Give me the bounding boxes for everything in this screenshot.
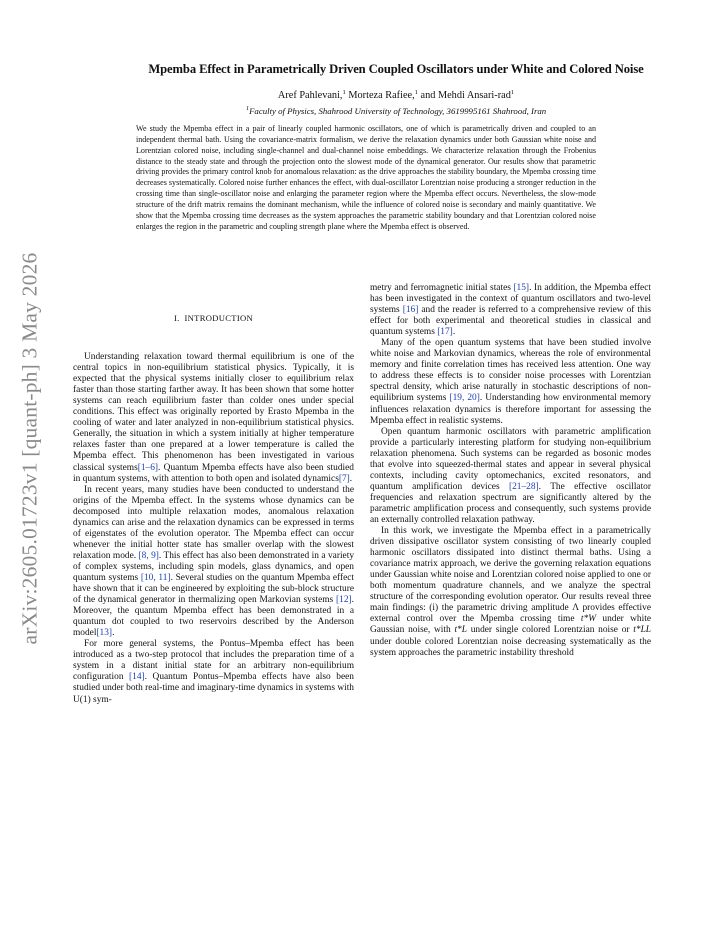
arxiv-identifier: arXiv:2605.01723v1 [quant-ph] 3 May 2026 bbox=[17, 252, 42, 644]
paragraph bbox=[370, 427, 651, 526]
paragraph-text: . bbox=[452, 327, 456, 338]
citation-link[interactable]: [14] bbox=[129, 672, 145, 683]
paragraph-text: . bbox=[349, 473, 353, 484]
right-column bbox=[370, 283, 651, 659]
author-name: Morteza Rafiee, bbox=[348, 90, 415, 101]
paragraph-text: under double colored Lorentzian noise decreasing systematically as the system approaches the parametric instability threshold bbox=[370, 636, 651, 658]
citation-link[interactable]: [17] bbox=[437, 327, 453, 338]
abstract: We study the Mpemba effect in a pair of linearly coupled harmonic oscillators, one of which is parametrically driven and coupled to an independent thermal bath. Using the covariance-matrix formalism, we derive the relaxation dynamics under both Gaussian white noise and Lorentzian colored noise, including single-channel and dual-channel noise embeddings. We characterize relaxation through the Frobenius distance to the steady state and through the projection onto the slowest mode of the dynamical generator. Our results show that parametric driving provides the primary control knob for anomalous relaxation: as the drive approaches the stability boundary, the Mpemba crossing time decreases systematically. Colored noise further enhances the effect, with dual-oscillator Lorentzian noise producing a stronger reduction in the crossing time than single-oscillator noise and enlarging the parameter region where the Mpemba effect occurs. Nevertheless, the slow-mode structure of the drift matrix remains the dominant mechanism, while the influence of colored noise is secondary and mainly quantitative. We show that the Mpemba crossing time decreases as the system approaches the parametric stability boundary and that Lorentzian colored noise enlarges the region in the parametric and coupling strength plane where the Mpemba effect is observed. bbox=[136, 124, 596, 231]
affiliation-marker: 1 bbox=[414, 89, 418, 96]
paragraph bbox=[73, 352, 354, 485]
paragraph-text: metry and ferromagnetic initial states bbox=[370, 283, 514, 293]
paragraph-text: under white Gaussian noise, with bbox=[370, 614, 651, 636]
affiliation-marker: 1 bbox=[342, 89, 346, 96]
paragraph-text: . Moreover, the quantum Mpemba effect has been demonstrated in a quantum dot coupled to two reservoirs described by the Anderson model bbox=[73, 595, 354, 639]
citation-link[interactable]: [13] bbox=[96, 628, 113, 639]
math-symbol: t*LL bbox=[633, 625, 652, 636]
affiliation-marker: 1 bbox=[245, 105, 250, 112]
paragraph-text: In recent years, many studies have been conducted to understand the origins of the Mpemba effect. In the systems whose dynamics can be decomposed into multiple relaxation modes, anomalous relaxation dynamics can arise and the relaxation dynamics can be expressed in terms of eigenstates of the evolution operator. The Mpemba effect can occur whenever the initial hotter state has smaller overlap with the slowest relaxation mode. bbox=[73, 484, 354, 561]
paragraph-text: Open quantum harmonic oscillators with parametric amplification provide a particularly interesting platform for studying non-equilibrium relaxation phenomena. Such systems can be regarded as bosonic modes that evolve into squeezed-thermal states and appear in several physical contexts, including cavity optomechanics, excited resonators, and quantum amplification devices bbox=[370, 426, 651, 492]
arxiv-side-label bbox=[6, 238, 54, 658]
affiliation-marker: 1 bbox=[510, 89, 515, 96]
paragraph-text: . Understanding how environmental memory influences relaxation dynamics is therefore important for assessing the Mpemba effect in realistic systems. bbox=[370, 393, 652, 426]
section-title: INTRODUCTION bbox=[184, 313, 254, 323]
affiliation bbox=[70, 106, 720, 116]
paragraph-text: . bbox=[112, 628, 115, 639]
paragraph-text: . In addition, the Mpemba effect has been investigated in the context of quantum oscillators and two-level systems bbox=[370, 283, 651, 316]
citation-link[interactable]: [10, 11] bbox=[140, 572, 171, 583]
paragraph-text: For more general systems, the Pontus–Mpemba effect has been introduced as a two-step protocol that includes the preparation time of a system in a distant initial state for an arbitrary non-equilibrium configuration bbox=[73, 639, 354, 683]
paragraph-text: . This effect has also been demonstrated in a variety of complex systems, including spin models, glass dynamics, and open quantum systems bbox=[73, 550, 355, 583]
paragraph-text: Many of the open quantum systems that have been studied involve white noise and Markovian dynamics, whereas the role of environmental memory and finite correlation times has received less attention. One way to address these effects is to consider noise processes with Lorentzian spectral density, which arise naturally in stochastic descriptions of non-equilibrium systems bbox=[370, 338, 651, 404]
paragraph bbox=[370, 338, 651, 426]
paragraph-text: and the reader is referred to a comprehensive review of this effect for both experimental and theoretical studies in classical and quantum systems bbox=[370, 305, 651, 338]
section-number: I. bbox=[173, 313, 180, 323]
left-column bbox=[73, 310, 354, 706]
citation-link[interactable]: [12] bbox=[336, 595, 352, 606]
author-name: and Mehdi Ansari-rad bbox=[420, 90, 511, 101]
paragraph bbox=[73, 639, 354, 705]
citation-link[interactable]: [19, 20] bbox=[449, 393, 480, 404]
citation-link[interactable]: [1–6] bbox=[137, 462, 159, 473]
citation-link[interactable]: [8, 9] bbox=[138, 550, 159, 561]
paragraph-text: Understanding relaxation toward thermal equilibrium is one of the central topics in non-equilibrium statistical physics. Typically, it is expected that the physical systems initially closer to equilibrium relax faster than those starting farther away. It has been shown that some hotter systems can reach equilibrium faster than colder ones under special conditions. This effect was originally reported by Erasto Mpemba in the cooling of water and later analyzed in non-equilibrium statistical physics. Generally, the situation in which a system initially at higher temperature relaxes faster than one prepared at a lower temperature is called the Mpemba effect. This phenomenon has been investigated in various classical systems bbox=[73, 352, 354, 473]
paper-title: Mpemba Effect in Parametrically Driven Coupled Oscillators under White and Colored Noise bbox=[148, 62, 644, 76]
section-heading bbox=[73, 313, 354, 324]
citation-link[interactable]: [7] bbox=[338, 473, 350, 484]
citation-link[interactable]: [15] bbox=[513, 283, 530, 293]
paragraph-text: . The effective oscillator frequencies and relaxation spectrum are significantly altered by the parametric amplification process and consequently, such systems provide an externally controlled relaxation pathway. bbox=[370, 481, 651, 525]
paragraph-text: . Quantum Mpemba effects have also been studied in quantum systems, with attention to both open and isolated dynamics bbox=[73, 462, 354, 484]
paragraph bbox=[370, 283, 651, 338]
math-symbol: t*W bbox=[580, 614, 597, 625]
author-list bbox=[70, 90, 720, 101]
paragraph-text: . Quantum Pontus–Mpemba effects have also been studied under both real-time and imaginary-time dynamics in systems with U(1) sym- bbox=[73, 672, 354, 705]
citation-link[interactable]: [21–28] bbox=[508, 481, 539, 492]
paragraph bbox=[73, 485, 354, 640]
paragraph-text: . Several studies on the quantum Mpemba effect have shown that it can be engineered by exploiting the sub-block structure of the dynamical generator in thermalizing open Markovian systems bbox=[73, 572, 354, 606]
paragraph-text: In this work, we investigate the Mpemba effect in a parametrically driven dissipative oscillator system consisting of two linearly coupled harmonic oscillators dissipated into distinct thermal baths. Using a covariance matrix approach, we derive the governing relaxation equations under Gaussian white noise and Lorentzian colored noise applied to one or both momentum quadrature channels, and we analyze the spectral structure of the corresponding evolution operator. Our results reveal three main findings: (i) the parametric driving amplitude Λ provides effective external control over the Mpemba crossing time bbox=[370, 526, 651, 625]
citation-link[interactable]: [16] bbox=[402, 305, 419, 316]
paragraph bbox=[370, 526, 651, 659]
affiliation-text: Faculty of Physics, Shahrood University of Technology, 3619995161 Shahrood, Iran bbox=[249, 106, 547, 116]
math-symbol: t*L bbox=[454, 625, 467, 636]
author-name: Aref Pahlevani, bbox=[277, 90, 343, 101]
paragraph-text: under single colored Lorentzian noise or bbox=[466, 625, 634, 636]
